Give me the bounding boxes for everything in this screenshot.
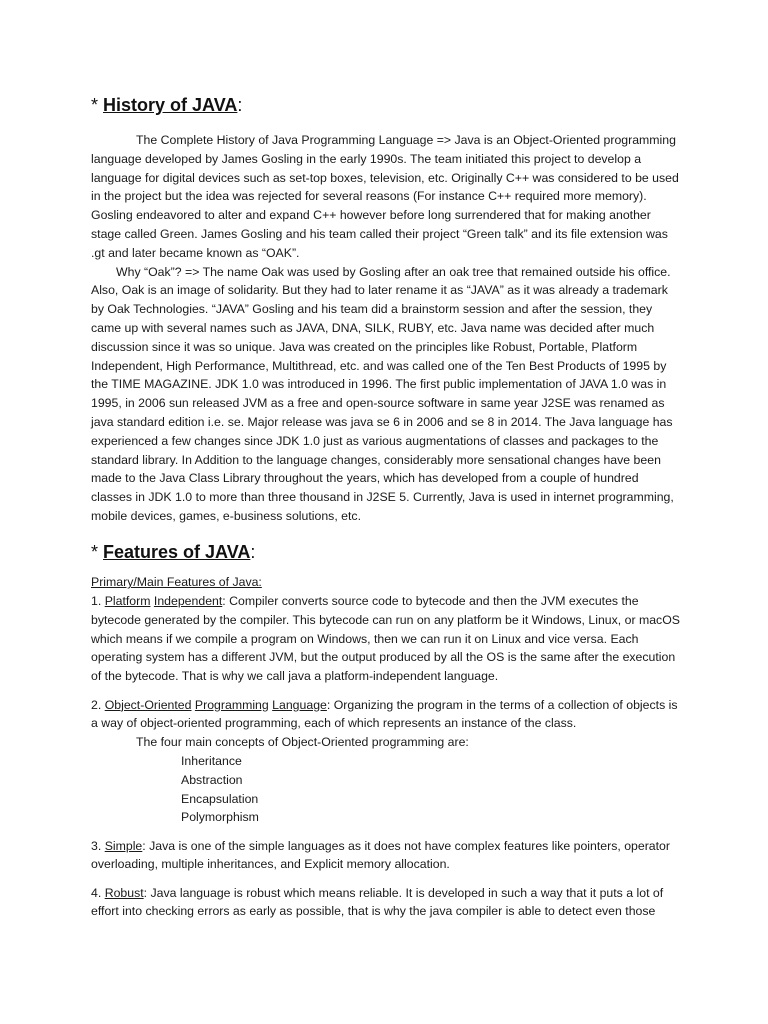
feature-colon: : xyxy=(326,697,331,712)
feature-term-simple: Simple xyxy=(104,838,143,853)
feature-number: 3. xyxy=(91,838,105,853)
history-heading-title: History of JAVA xyxy=(103,95,238,115)
spacer xyxy=(91,827,681,837)
document-content xyxy=(91,93,681,921)
feature-description: Organizing the program in the terms of a collection of objects is a way of object-oriented programming, each of which represents an instance of the class. xyxy=(91,697,678,731)
history-heading-suffix: : xyxy=(237,95,243,115)
feature-term-robust: Robust xyxy=(104,885,144,900)
feature-number: 4. xyxy=(91,885,105,900)
history-heading-prefix: * xyxy=(91,95,104,115)
feature-term-language: Language xyxy=(272,697,327,712)
feature-description: Java language is robust which means reliable. It is developed in such a way that it puts a lot of effort into checking errors as early as possible, that is why the java compiler is able to detect even those xyxy=(91,885,664,919)
feature-term-independent: Independent xyxy=(153,594,223,609)
features-heading-title: Features of JAVA xyxy=(103,541,251,562)
features-heading xyxy=(91,540,681,564)
feature-object-oriented xyxy=(91,696,681,734)
feature-colon: : xyxy=(222,594,226,609)
feature-robust xyxy=(91,884,681,922)
feature-term-object-oriented: Object-Oriented xyxy=(104,697,192,712)
spacer xyxy=(91,874,681,884)
spacer xyxy=(91,526,681,540)
features-subheading: Primary/Main Features of Java: xyxy=(91,575,262,590)
oop-concept-item: Inheritance xyxy=(181,753,242,768)
oop-concept-item: Abstraction xyxy=(181,772,243,787)
features-heading-prefix: * xyxy=(91,541,104,562)
feature-colon: : xyxy=(142,838,146,853)
feature-number: 2. xyxy=(91,697,105,712)
feature-term-platform: Platform xyxy=(104,594,151,609)
spacer xyxy=(91,117,681,131)
history-heading xyxy=(91,93,681,117)
spacer xyxy=(91,564,681,574)
oop-concept-item: Polymorphism xyxy=(181,810,259,825)
feature-simple xyxy=(91,837,681,875)
feature-colon: : xyxy=(143,885,148,900)
feature-description: Compiler converts source code to bytecode and then the JVM executes the bytecode generated by the compiler. This bytecode can run on any platform be it Windows, Linux, or macOS which means if we compile a program on Windows, then we can run it on Linux and vice versa. Each operating system has a different JVM, but the output produced by all the OS is the same after the execution of the bytecode. That is why we call java a platform-independent language. xyxy=(91,594,680,684)
oop-concept-item: Encapsulation xyxy=(181,791,259,806)
feature-platform-independent xyxy=(91,592,681,686)
feature-description: Java is one of the simple languages as it does not have complex features like pointers, operator overloading, multiple inheritances, and Explicit memory allocation. xyxy=(91,838,670,872)
spacer xyxy=(91,686,681,696)
history-paragraph-1: The Complete History of Java Programming Language => Java is an Object-Oriented programming language developed by James Gosling in the early 1990s. The team initiated this project to develop a language for digital devices such as set-top boxes, television, etc. Originally C++ was considered to be used in the project but the idea was rejected for several reasons (For instance C++ required more memory). Gosling endeavored to alter and expand C++ however before long surrendered that for making another stage called Green. James Gosling and his team called their project “Green talk” and its file extension was .gt and later became known as “OAK”. xyxy=(91,133,679,260)
feature-number: 1. xyxy=(91,594,105,609)
history-paragraph-2: Why “Oak”? => The name Oak was used by Gosling after an oak tree that remained outside his office. Also, Oak is an image of solidarity. But they had to later rename it as “JAVA” as it was already a trademark by Oak Technologies. “JAVA” Gosling and his team did a brainstorm session and after the session, they came up with several names such as JAVA, DNA, SILK, RUBY, etc. Java name was decided after much discussion since it was so unique. Java was created on the principles like Robust, Portable, Platform Independent, High Performance, Multithread, etc. and was called one of the Ten Best Products of 1995 by the TIME MAGAZINE. JDK 1.0 was introduced in 1996. The first public implementation of JAVA 1.0 was in 1995, in 2006 sun released JVM as a free and open-source software in same year J2SE was renamed as java standard edition i.e. se. Major release was java se 6 in 2006 and se 8 in 2014. The Java language has experienced a few changes since JDK 1.0 just as various augmentations of classes and packages to the standard library. In Addition to the language changes, considerably more sensational changes have been made to the Java Class Library throughout the years, which has developed from a couple of hundred classes in JDK 1.0 to more than three thousand in J2SE 5. Currently, Java is used in internet programming, mobile devices, games, e-business solutions, etc. xyxy=(91,264,674,523)
feature-term-programming: Programming xyxy=(194,697,269,712)
oop-concepts-intro: The four main concepts of Object-Oriented programming are: xyxy=(136,735,469,750)
features-heading-suffix: : xyxy=(250,541,256,562)
